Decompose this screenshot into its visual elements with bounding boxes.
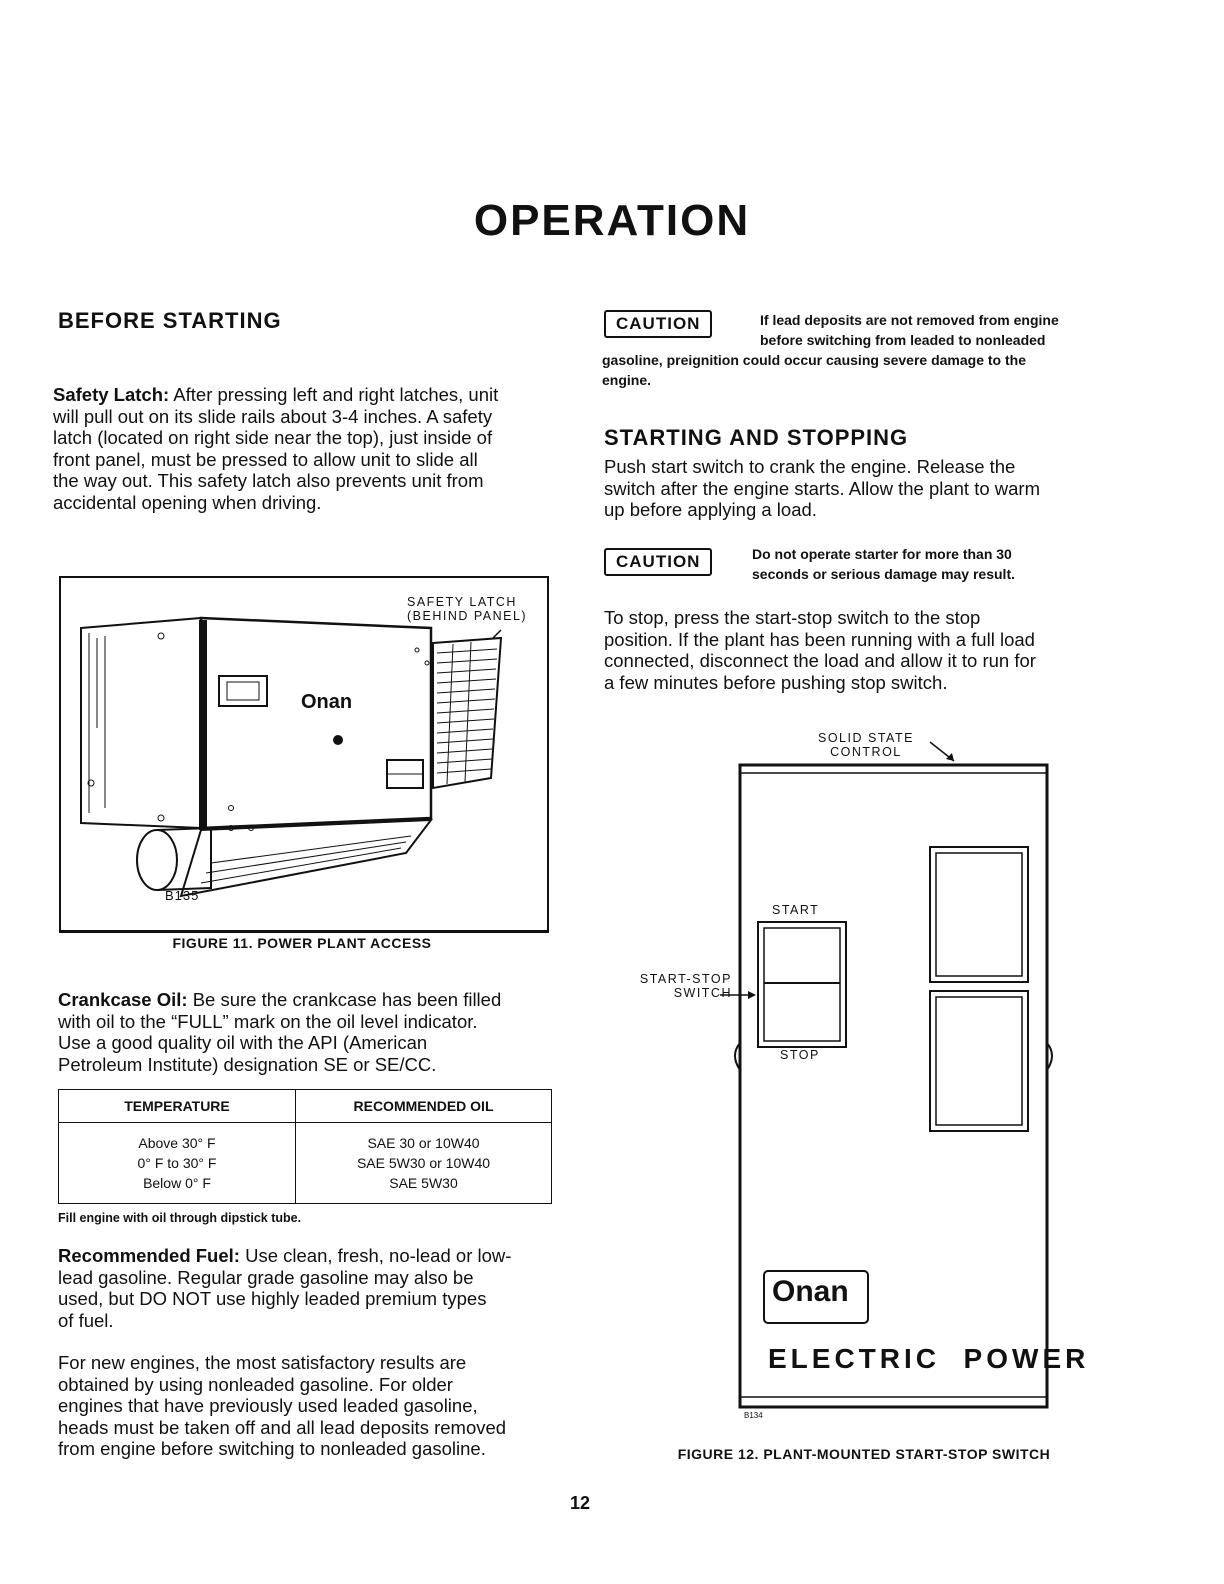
oil-value: SAE 5W30 bbox=[389, 1175, 458, 1191]
recommended-fuel-paragraph bbox=[58, 1245, 550, 1331]
caution-badge: CAUTION bbox=[604, 310, 712, 338]
safety-latch-paragraph bbox=[53, 384, 553, 513]
crankcase-line: Petroleum Institute) designation SE or SE/CC. bbox=[58, 1053, 437, 1075]
caution-line: If lead deposits are not removed from engine bbox=[760, 312, 1059, 328]
oil-cell bbox=[296, 1123, 552, 1204]
safety-latch-line: latch (located on right side near the top), just inside of bbox=[53, 427, 493, 448]
stopping-line: To stop, press the start-stop switch to the stop bbox=[604, 607, 981, 628]
starting-line: switch after the engine starts. Allow the plant to warm bbox=[604, 477, 1040, 499]
before-starting-heading: BEFORE STARTING bbox=[58, 308, 282, 333]
new-engines-line: obtained by using nonleaded gasoline. For older bbox=[58, 1373, 453, 1395]
oil-table-row bbox=[59, 1123, 552, 1204]
control-panel-illustration bbox=[720, 725, 1070, 1425]
crankcase-line: with oil to the “FULL” mark on the oil level indicator. bbox=[58, 1010, 478, 1032]
stop-label: STOP bbox=[780, 1048, 820, 1062]
safety-latch-line: will pull out on its slide rails about 3-4 inches. A safety bbox=[53, 405, 493, 427]
caution-badge: CAUTION bbox=[604, 548, 712, 576]
caution-line: gasoline, preignition could occur causing severe damage to the bbox=[602, 352, 1026, 368]
safety-latch-line: After pressing left and right latches, unit bbox=[173, 384, 499, 405]
new-engines-line: For new engines, the most satisfactory results are bbox=[58, 1352, 467, 1373]
onan-logo: Onan bbox=[772, 1275, 849, 1308]
stopping-paragraph bbox=[604, 607, 1104, 693]
temperature-value: 0° F to 30° F bbox=[137, 1155, 217, 1171]
callout-line: SOLID STATE bbox=[818, 731, 914, 745]
crankcase-line: Use a good quality oil with the API (American bbox=[58, 1032, 428, 1053]
fuel-line: used, but DO NOT use highly leaded premium types bbox=[58, 1288, 487, 1309]
oil-value: SAE 30 or 10W40 bbox=[367, 1135, 480, 1151]
page-number: 12 bbox=[569, 1493, 591, 1513]
safety-latch-line: the way out. This safety latch also prevents unit from bbox=[53, 470, 484, 491]
power-plant-illustration bbox=[61, 578, 547, 930]
start-label: START bbox=[772, 903, 820, 917]
fuel-line: lead gasoline. Regular grade gasoline may also be bbox=[58, 1266, 474, 1288]
stopping-line: connected, disconnect the load and allow it to run for bbox=[604, 650, 1036, 671]
figure-11-code: B135 bbox=[165, 888, 200, 903]
caution-line: Do not operate starter for more than 30 bbox=[752, 546, 1012, 562]
crankcase-oil-label: Crankcase Oil: bbox=[58, 989, 188, 1010]
caution-2 bbox=[604, 548, 712, 576]
new-engines-line: engines that have previously used leaded gasoline, bbox=[58, 1395, 478, 1416]
new-engines-paragraph bbox=[58, 1352, 550, 1460]
electric-power-label: ELECTRIC POWER bbox=[768, 1343, 1090, 1374]
new-engines-line: heads must be taken off and all lead deposits removed bbox=[58, 1416, 507, 1438]
figure-12-caption: FIGURE 12. PLANT-MOUNTED START-STOP SWITCH bbox=[677, 1446, 1051, 1462]
crankcase-oil-paragraph bbox=[58, 989, 550, 1075]
figure-11-caption: FIGURE 11. POWER PLANT ACCESS bbox=[172, 935, 432, 951]
starting-paragraph bbox=[604, 456, 1104, 521]
caution-2-text bbox=[752, 544, 1015, 584]
caution-line: engine. bbox=[602, 372, 652, 388]
safety-latch-line: accidental opening when driving. bbox=[53, 491, 322, 513]
temperature-value: Above 30° F bbox=[138, 1135, 216, 1151]
callout-line: (BEHIND PANEL) bbox=[407, 609, 528, 623]
starting-stopping-heading: STARTING AND STOPPING bbox=[604, 425, 909, 450]
safety-latch-line: front panel, must be pressed to allow unit to slide all bbox=[53, 448, 478, 470]
callout-line: SAFETY LATCH bbox=[407, 595, 517, 609]
stopping-line: a few minutes before pushing stop switch. bbox=[604, 671, 948, 693]
figure-12-code: B134 bbox=[744, 1411, 763, 1420]
caution-line: seconds or serious damage may result. bbox=[752, 566, 1015, 582]
page-title: OPERATION bbox=[473, 196, 751, 245]
new-engines-line: from engine before switching to nonleaded gasoline. bbox=[58, 1438, 486, 1459]
start-stop-switch-label bbox=[632, 972, 732, 1000]
starting-line: up before applying a load. bbox=[604, 499, 817, 520]
caution-line: before switching from leaded to nonleaded bbox=[760, 332, 1046, 348]
fuel-line: Use clean, fresh, no-lead or low- bbox=[245, 1245, 512, 1266]
oil-table-header-row bbox=[59, 1090, 552, 1123]
starting-line: Push start switch to crank the engine. Release the bbox=[604, 456, 1016, 477]
caution-1 bbox=[604, 310, 712, 338]
callout-line: CONTROL bbox=[830, 745, 902, 759]
stopping-line: position. If the plant has been running with a full load bbox=[604, 628, 1035, 650]
table-header-temperature: TEMPERATURE bbox=[59, 1090, 296, 1123]
callout-line: START-STOP bbox=[639, 972, 732, 986]
oil-table bbox=[58, 1089, 552, 1204]
temperature-cell bbox=[59, 1123, 296, 1204]
figure-11-frame bbox=[59, 576, 549, 933]
oil-value: SAE 5W30 or 10W40 bbox=[356, 1155, 491, 1171]
crankcase-line: Be sure the crankcase has been filled bbox=[192, 989, 502, 1010]
fuel-line: of fuel. bbox=[58, 1309, 114, 1331]
temperature-value: Below 0° F bbox=[143, 1175, 211, 1191]
recommended-fuel-label: Recommended Fuel: bbox=[58, 1245, 240, 1266]
caution-1-first-lines bbox=[760, 310, 1059, 350]
caution-1-last-lines bbox=[602, 350, 1026, 390]
safety-latch-label: Safety Latch: bbox=[53, 384, 170, 405]
table-header-oil: RECOMMENDED OIL bbox=[296, 1090, 552, 1123]
oil-table-note: Fill engine with oil through dipstick tube. bbox=[58, 1211, 302, 1225]
unit-logo: Onan bbox=[301, 691, 353, 713]
callout-line: SWITCH bbox=[673, 986, 732, 1000]
